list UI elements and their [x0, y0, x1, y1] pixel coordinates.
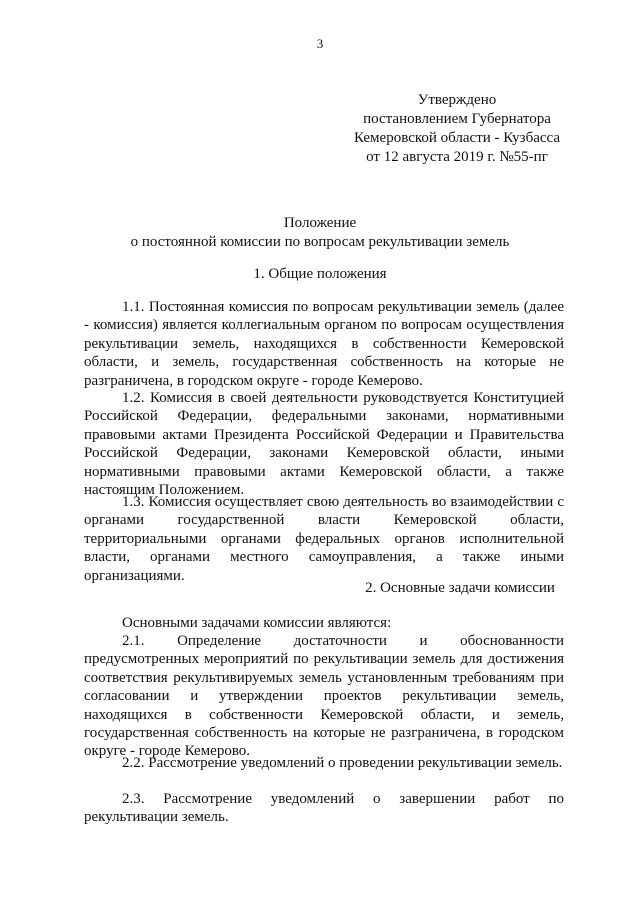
paragraph-1-3: 1.3. Комиссия осуществляет свою деятельность во взаимодействии с органами государственной власти Кемеровской области, территориальными органами федеральных органов исполнительной власти, органами местного самоуправления, а также иными организациями.	[84, 494, 564, 584]
approval-line-1: Утверждено	[417, 92, 497, 108]
approval-block	[339, 91, 575, 167]
paragraph-2-1: 2.1. Определение достаточности и обоснованности предусмотренных мероприятий по рекультивации земель для достижения соответствия рекультивируемых земель установленным требованиям при согласовании и утверждении проектов рекультивации земель, находящихся в собственности Кемеровской области, и земель, государственная собственность на которые не разграничена, в городском округе - городе Кемерово.	[84, 633, 564, 760]
section-1-heading: 1. Общие положения	[253, 266, 387, 282]
title-heading: Положение	[283, 215, 357, 231]
approval-line-4: от 12 августа 2019 г. №55-пг	[366, 149, 548, 165]
paragraph-2-2: 2.2. Рассмотрение уведомлений о проведении рекультивации земель.	[122, 755, 563, 771]
paragraph-1-2: 1.2. Комиссия в своей деятельности руководствуется Конституцией Российской Федерации, федеральными законами, нормативными правовыми актами Президента Российской Федерации и Правительства Российской Федерации, законами Кемеровской области, иными нормативными правовыми актами Кемеровской области, а также настоящим Положением.	[84, 390, 564, 499]
approval-line-3: Кемеровской области - Кузбасса	[353, 130, 561, 146]
section-2-heading: 2. Основные задачи комиссии	[365, 580, 555, 596]
document-title	[0, 214, 640, 252]
paragraph-1-1: 1.1. Постоянная комиссия по вопросам рекультивации земель (далее - комиссия) является коллегиальным органом по вопросам осуществления рекультивации земель, находящихся в собственности Кемеровской области, и земель, государственная собственность на которые не разграничена, в городском округе - городе Кемерово.	[84, 299, 564, 389]
paragraph-2-intro: Основными задачами комиссии являются:	[122, 615, 392, 631]
title-subheading: о постоянной комиссии по вопросам рекультивации земель	[130, 234, 510, 250]
approval-line-2: постановлением Губернатора	[363, 111, 551, 127]
paragraph-2-3: 2.3. Рассмотрение уведомлений о завершении работ по рекультивации земель.	[84, 791, 564, 826]
page-number: 3	[316, 36, 324, 51]
